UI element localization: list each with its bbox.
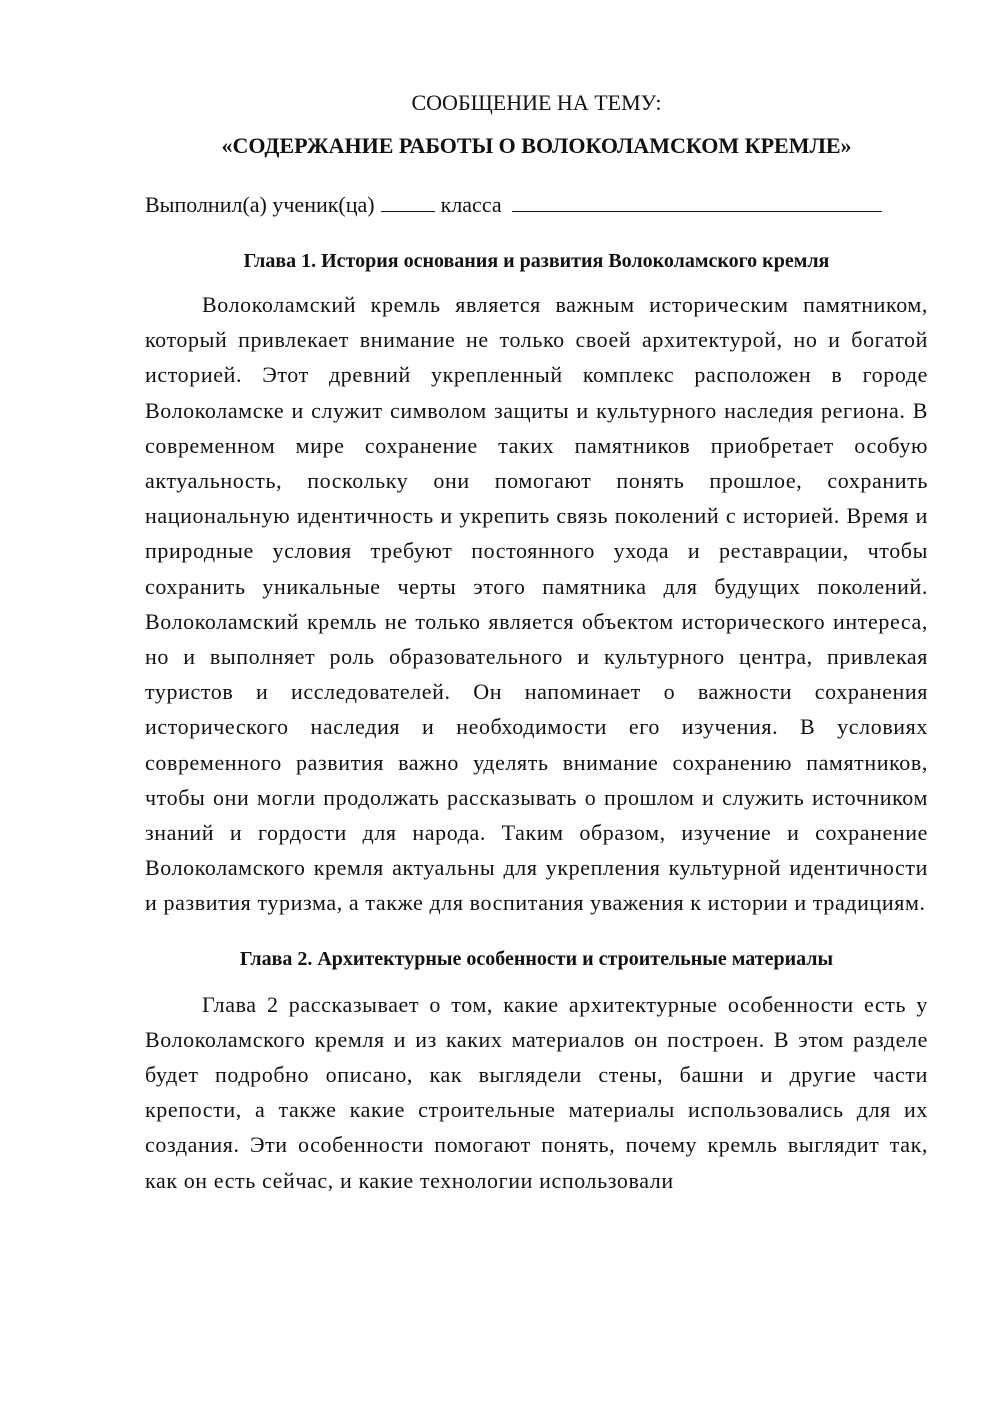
chapter-2-heading: Глава 2. Архитектурные особенности и строительные материалы [239, 947, 834, 970]
byline-prefix: Выполнил(а) ученик(ца) [145, 192, 375, 217]
byline-class-label: класса [440, 192, 502, 217]
document-page [145, 88, 928, 1198]
chapter-1-heading: Глава 1. История основания и развития Волоколамского кремля [243, 250, 830, 272]
chapter-2-paragraph: Глава 2 рассказывает о том, какие архитектурные особенности есть у Волоколамского кремля и из каких материалов он построен. В этом разделе будет подробно описано, как выглядели стены, башни и другие части крепости, а также какие строительные материалы использовались для их создания. Эти особенности помогают понять, почему кремль выглядит так, как он есть сейчас, и какие технологии использовали [145, 991, 928, 1193]
chapter-1-paragraph: Волоколамский кремль является важным историческим памятником, который привлекает внимание не только своей архитектурой, но и богатой историей. Этот древний укрепленный комплекс расположен в городе Волоколамске и служит символом защиты и культурного наследия региона. В современном мире сохранение таких памятников приобретает особую актуальность, поскольку они помогают понять прошлое, сохранить национальную идентичность и укрепить связь поколений с историей. Время и природные условия требуют постоянного ухода и реставрации, чтобы сохранить уникальные черты этого памятника для будущих поколений. Волоколамский кремль не только является объектом исторического интереса, но и выполняет роль образовательного и культурного центра, привлекая туристов и исследователей. Он напоминает о важности сохранения исторического наследия и необходимости его изучения. В условиях современного развития важно уделять внимание сохранению памятников, чтобы они могли продолжать рассказывать о прошлом и служить источником знаний и гордости для народа. Таким образом, изучение и сохранение Волоколамского кремля актуальны для укрепления культурной идентичности и развития туризма, а также для воспитания уважения к истории и традициям. [145, 292, 928, 916]
author-byline [145, 189, 928, 220]
document-title-line-2: «СОДЕРЖАНИЕ РАБОТЫ О ВОЛОКОЛАМСКОМ КРЕМЛЕ» [221, 133, 852, 158]
class-number-blank [381, 189, 435, 212]
student-name-blank [512, 189, 882, 212]
document-title-line-1: СООБЩЕНИЕ НА ТЕМУ: [411, 90, 662, 115]
